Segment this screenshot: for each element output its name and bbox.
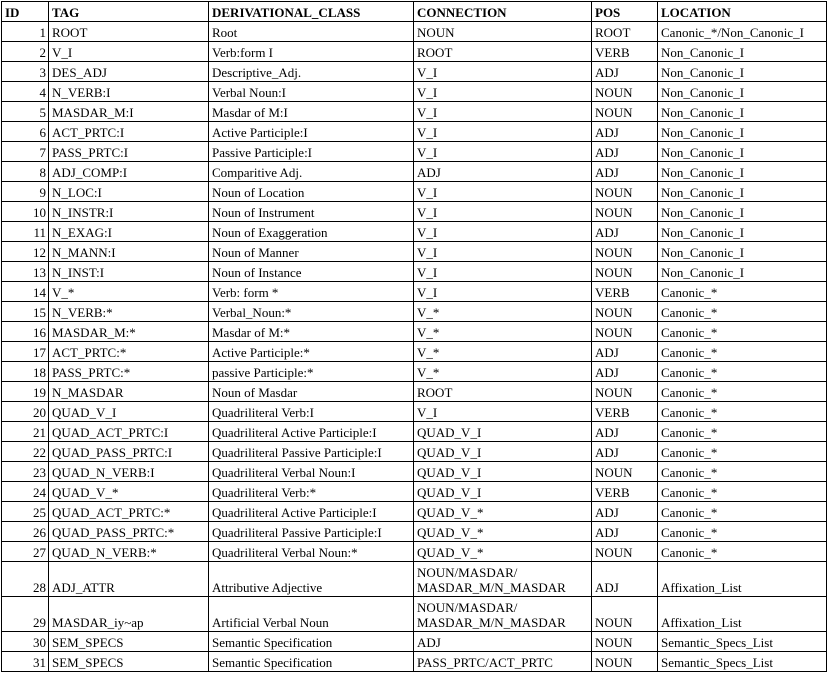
cell-id: 12 [2, 242, 49, 262]
cell-connection: V_* [414, 362, 592, 382]
cell-location: Canonic_*/Non_Canonic_I [658, 22, 827, 42]
cell-id: 14 [2, 282, 49, 302]
cell-id: 19 [2, 382, 49, 402]
cell-tag: ROOT [49, 22, 209, 42]
cell-derivational-class: Verb:form I [209, 42, 414, 62]
cell-tag: N_LOC:I [49, 182, 209, 202]
cell-derivational-class: Passive Participle:I [209, 142, 414, 162]
cell-tag: QUAD_PASS_PRTC:* [49, 522, 209, 542]
cell-location: Canonic_* [658, 342, 827, 362]
cell-tag: DES_ADJ [49, 62, 209, 82]
cell-id: 1 [2, 22, 49, 42]
cell-location: Canonic_* [658, 302, 827, 322]
table-header [2, 2, 827, 22]
cell-pos: NOUN [592, 202, 658, 222]
cell-pos: NOUN [592, 322, 658, 342]
cell-location: Non_Canonic_I [658, 42, 827, 62]
cell-pos: VERB [592, 282, 658, 302]
cell-location: Non_Canonic_I [658, 202, 827, 222]
cell-connection: ROOT [414, 382, 592, 402]
cell-id: 25 [2, 502, 49, 522]
cell-location: Semantic_Specs_List [658, 632, 827, 652]
cell-connection: V_I [414, 102, 592, 122]
table-row [2, 422, 827, 442]
cell-connection: QUAD_V_I [414, 422, 592, 442]
table-row [2, 402, 827, 422]
cell-connection: V_I [414, 282, 592, 302]
derivational-class-table [1, 1, 827, 672]
table-row [2, 62, 827, 82]
table-row [2, 562, 827, 597]
cell-connection: V_* [414, 342, 592, 362]
cell-id: 13 [2, 262, 49, 282]
table-row [2, 282, 827, 302]
cell-connection: V_I [414, 202, 592, 222]
table-row [2, 22, 827, 42]
table-row [2, 542, 827, 562]
cell-pos: ADJ [592, 122, 658, 142]
cell-location: Canonic_* [658, 282, 827, 302]
cell-connection: QUAD_V_* [414, 502, 592, 522]
cell-pos: ADJ [592, 342, 658, 362]
cell-tag: ACT_PRTC:* [49, 342, 209, 362]
cell-location: Canonic_* [658, 502, 827, 522]
cell-tag: N_MANN:I [49, 242, 209, 262]
cell-pos: ADJ [592, 362, 658, 382]
cell-connection: V_* [414, 302, 592, 322]
cell-connection: QUAD_V_I [414, 442, 592, 462]
cell-location: Canonic_* [658, 462, 827, 482]
cell-pos: NOUN [592, 462, 658, 482]
cell-derivational-class: Quadriliteral Active Participle:I [209, 502, 414, 522]
cell-location: Non_Canonic_I [658, 82, 827, 102]
table-row [2, 442, 827, 462]
cell-tag: SEM_SPECS [49, 632, 209, 652]
cell-tag: N_INST:I [49, 262, 209, 282]
cell-connection: V_I [414, 142, 592, 162]
cell-derivational-class: Descriptive_Adj. [209, 62, 414, 82]
cell-location: Canonic_* [658, 422, 827, 442]
cell-derivational-class: passive Participle:* [209, 362, 414, 382]
cell-derivational-class: Quadriliteral Passive Participle:I [209, 442, 414, 462]
cell-location: Canonic_* [658, 442, 827, 462]
cell-id: 2 [2, 42, 49, 62]
table-row [2, 462, 827, 482]
cell-pos: ADJ [592, 162, 658, 182]
cell-connection: ROOT [414, 42, 592, 62]
cell-pos: ADJ [592, 562, 658, 597]
cell-pos: VERB [592, 482, 658, 502]
cell-connection: ADJ [414, 632, 592, 652]
cell-id: 10 [2, 202, 49, 222]
cell-derivational-class: Noun of Instance [209, 262, 414, 282]
table-row [2, 597, 827, 632]
table-row [2, 652, 827, 672]
cell-connection: V_* [414, 322, 592, 342]
table-row [2, 162, 827, 182]
cell-pos: NOUN [592, 632, 658, 652]
cell-derivational-class: Comparitive Adj. [209, 162, 414, 182]
cell-derivational-class: Noun of Location [209, 182, 414, 202]
cell-derivational-class: Quadriliteral Verb:I [209, 402, 414, 422]
cell-pos: ROOT [592, 22, 658, 42]
cell-id: 6 [2, 122, 49, 142]
cell-pos: ADJ [592, 142, 658, 162]
cell-derivational-class: Quadriliteral Passive Participle:I [209, 522, 414, 542]
cell-connection: V_I [414, 62, 592, 82]
cell-location: Affixation_List [658, 597, 827, 632]
cell-tag: ACT_PRTC:I [49, 122, 209, 142]
table-row [2, 122, 827, 142]
table-row [2, 322, 827, 342]
cell-tag: N_INSTR:I [49, 202, 209, 222]
cell-pos: ADJ [592, 442, 658, 462]
header-derivational-class: DERIVATIONAL_CLASS [209, 2, 414, 22]
table-row [2, 262, 827, 282]
cell-id: 20 [2, 402, 49, 422]
cell-id: 16 [2, 322, 49, 342]
cell-connection: PASS_PRTC/ACT_PRTC [414, 652, 592, 672]
cell-tag: QUAD_PASS_PRTC:I [49, 442, 209, 462]
header-id: ID [2, 2, 49, 22]
cell-tag: N_VERB:* [49, 302, 209, 322]
cell-connection: V_I [414, 222, 592, 242]
cell-connection: V_I [414, 402, 592, 422]
cell-derivational-class: Root [209, 22, 414, 42]
cell-tag: N_MASDAR [49, 382, 209, 402]
table-row [2, 182, 827, 202]
cell-connection: QUAD_V_I [414, 462, 592, 482]
cell-id: 22 [2, 442, 49, 462]
cell-connection: ADJ [414, 162, 592, 182]
cell-id: 7 [2, 142, 49, 162]
table-row [2, 242, 827, 262]
cell-derivational-class: Noun of Masdar [209, 382, 414, 402]
cell-pos: NOUN [592, 262, 658, 282]
cell-location: Canonic_* [658, 542, 827, 562]
cell-location: Non_Canonic_I [658, 162, 827, 182]
cell-id: 9 [2, 182, 49, 202]
cell-location: Non_Canonic_I [658, 242, 827, 262]
cell-derivational-class: Masdar of M:I [209, 102, 414, 122]
cell-pos: ADJ [592, 422, 658, 442]
cell-tag: V_I [49, 42, 209, 62]
cell-location: Canonic_* [658, 402, 827, 422]
cell-id: 28 [2, 562, 49, 597]
cell-tag: V_* [49, 282, 209, 302]
cell-id: 31 [2, 652, 49, 672]
cell-location: Non_Canonic_I [658, 102, 827, 122]
header-pos: POS [592, 2, 658, 22]
cell-tag: QUAD_ACT_PRTC:I [49, 422, 209, 442]
cell-connection: V_I [414, 122, 592, 142]
cell-location: Non_Canonic_I [658, 182, 827, 202]
cell-connection: NOUN/MASDAR/ MASDAR_M/N_MASDAR [414, 597, 592, 632]
cell-pos: NOUN [592, 302, 658, 322]
cell-location: Non_Canonic_I [658, 62, 827, 82]
table-row [2, 362, 827, 382]
cell-tag: SEM_SPECS [49, 652, 209, 672]
cell-tag: PASS_PRTC:* [49, 362, 209, 382]
header-location: LOCATION [658, 2, 827, 22]
cell-tag: MASDAR_M:* [49, 322, 209, 342]
header-connection: CONNECTION [414, 2, 592, 22]
cell-derivational-class: Verbal_Noun:* [209, 302, 414, 322]
table-row [2, 142, 827, 162]
cell-id: 5 [2, 102, 49, 122]
cell-id: 24 [2, 482, 49, 502]
cell-id: 18 [2, 362, 49, 382]
table-row [2, 82, 827, 102]
cell-location: Canonic_* [658, 362, 827, 382]
cell-connection: V_I [414, 242, 592, 262]
cell-id: 4 [2, 82, 49, 102]
cell-id: 17 [2, 342, 49, 362]
cell-pos: VERB [592, 402, 658, 422]
cell-derivational-class: Attributive Adjective [209, 562, 414, 597]
cell-pos: ADJ [592, 522, 658, 542]
cell-id: 29 [2, 597, 49, 632]
cell-tag: QUAD_N_VERB:I [49, 462, 209, 482]
cell-tag: QUAD_N_VERB:* [49, 542, 209, 562]
cell-derivational-class: Quadriliteral Verb:* [209, 482, 414, 502]
cell-pos: NOUN [592, 182, 658, 202]
cell-pos: NOUN [592, 542, 658, 562]
cell-derivational-class: Active Participle:* [209, 342, 414, 362]
cell-id: 23 [2, 462, 49, 482]
cell-pos: ADJ [592, 222, 658, 242]
table-row [2, 522, 827, 542]
cell-tag: MASDAR_iy~ap [49, 597, 209, 632]
cell-pos: NOUN [592, 597, 658, 632]
table-row [2, 632, 827, 652]
cell-location: Canonic_* [658, 382, 827, 402]
cell-pos: NOUN [592, 102, 658, 122]
cell-pos: NOUN [592, 652, 658, 672]
table-row [2, 302, 827, 322]
table-row [2, 222, 827, 242]
cell-derivational-class: Active Participle:I [209, 122, 414, 142]
cell-tag: QUAD_ACT_PRTC:* [49, 502, 209, 522]
table-row [2, 502, 827, 522]
cell-location: Canonic_* [658, 322, 827, 342]
cell-tag: MASDAR_M:I [49, 102, 209, 122]
cell-id: 27 [2, 542, 49, 562]
cell-id: 21 [2, 422, 49, 442]
cell-derivational-class: Semantic Specification [209, 652, 414, 672]
cell-location: Affixation_List [658, 562, 827, 597]
cell-tag: ADJ_ATTR [49, 562, 209, 597]
cell-tag: QUAD_V_I [49, 402, 209, 422]
cell-pos: ADJ [592, 62, 658, 82]
cell-pos: ADJ [592, 502, 658, 522]
header-tag: TAG [49, 2, 209, 22]
cell-derivational-class: Masdar of M:* [209, 322, 414, 342]
cell-pos: NOUN [592, 242, 658, 262]
cell-derivational-class: Artificial Verbal Noun [209, 597, 414, 632]
cell-derivational-class: Noun of Instrument [209, 202, 414, 222]
cell-connection: NOUN/MASDAR/ MASDAR_M/N_MASDAR [414, 562, 592, 597]
cell-location: Non_Canonic_I [658, 122, 827, 142]
cell-tag: PASS_PRTC:I [49, 142, 209, 162]
cell-connection: NOUN [414, 22, 592, 42]
cell-id: 8 [2, 162, 49, 182]
cell-location: Non_Canonic_I [658, 142, 827, 162]
cell-tag: N_VERB:I [49, 82, 209, 102]
cell-pos: NOUN [592, 382, 658, 402]
cell-connection: V_I [414, 262, 592, 282]
cell-location: Canonic_* [658, 482, 827, 502]
cell-id: 26 [2, 522, 49, 542]
table-body [2, 22, 827, 672]
cell-connection: V_I [414, 182, 592, 202]
cell-tag: QUAD_V_* [49, 482, 209, 502]
table-row [2, 42, 827, 62]
cell-location: Semantic_Specs_List [658, 652, 827, 672]
table-row [2, 482, 827, 502]
cell-id: 30 [2, 632, 49, 652]
cell-derivational-class: Quadriliteral Active Participle:I [209, 422, 414, 442]
cell-pos: NOUN [592, 82, 658, 102]
cell-derivational-class: Quadriliteral Verbal Noun:* [209, 542, 414, 562]
header-row [2, 2, 827, 22]
cell-id: 11 [2, 222, 49, 242]
cell-tag: ADJ_COMP:I [49, 162, 209, 182]
cell-connection: V_I [414, 82, 592, 102]
cell-location: Non_Canonic_I [658, 262, 827, 282]
cell-location: Non_Canonic_I [658, 222, 827, 242]
cell-location: Canonic_* [658, 522, 827, 542]
cell-connection: QUAD_V_* [414, 522, 592, 542]
cell-derivational-class: Noun of Exaggeration [209, 222, 414, 242]
table-row [2, 342, 827, 362]
cell-id: 15 [2, 302, 49, 322]
cell-pos: VERB [592, 42, 658, 62]
cell-connection: QUAD_V_* [414, 542, 592, 562]
cell-id: 3 [2, 62, 49, 82]
cell-tag: N_EXAG:I [49, 222, 209, 242]
cell-derivational-class: Semantic Specification [209, 632, 414, 652]
table-row [2, 202, 827, 222]
cell-derivational-class: Verb: form * [209, 282, 414, 302]
table-row [2, 102, 827, 122]
cell-derivational-class: Verbal Noun:I [209, 82, 414, 102]
table-row [2, 382, 827, 402]
cell-connection: QUAD_V_I [414, 482, 592, 502]
cell-derivational-class: Noun of Manner [209, 242, 414, 262]
cell-derivational-class: Quadriliteral Verbal Noun:I [209, 462, 414, 482]
